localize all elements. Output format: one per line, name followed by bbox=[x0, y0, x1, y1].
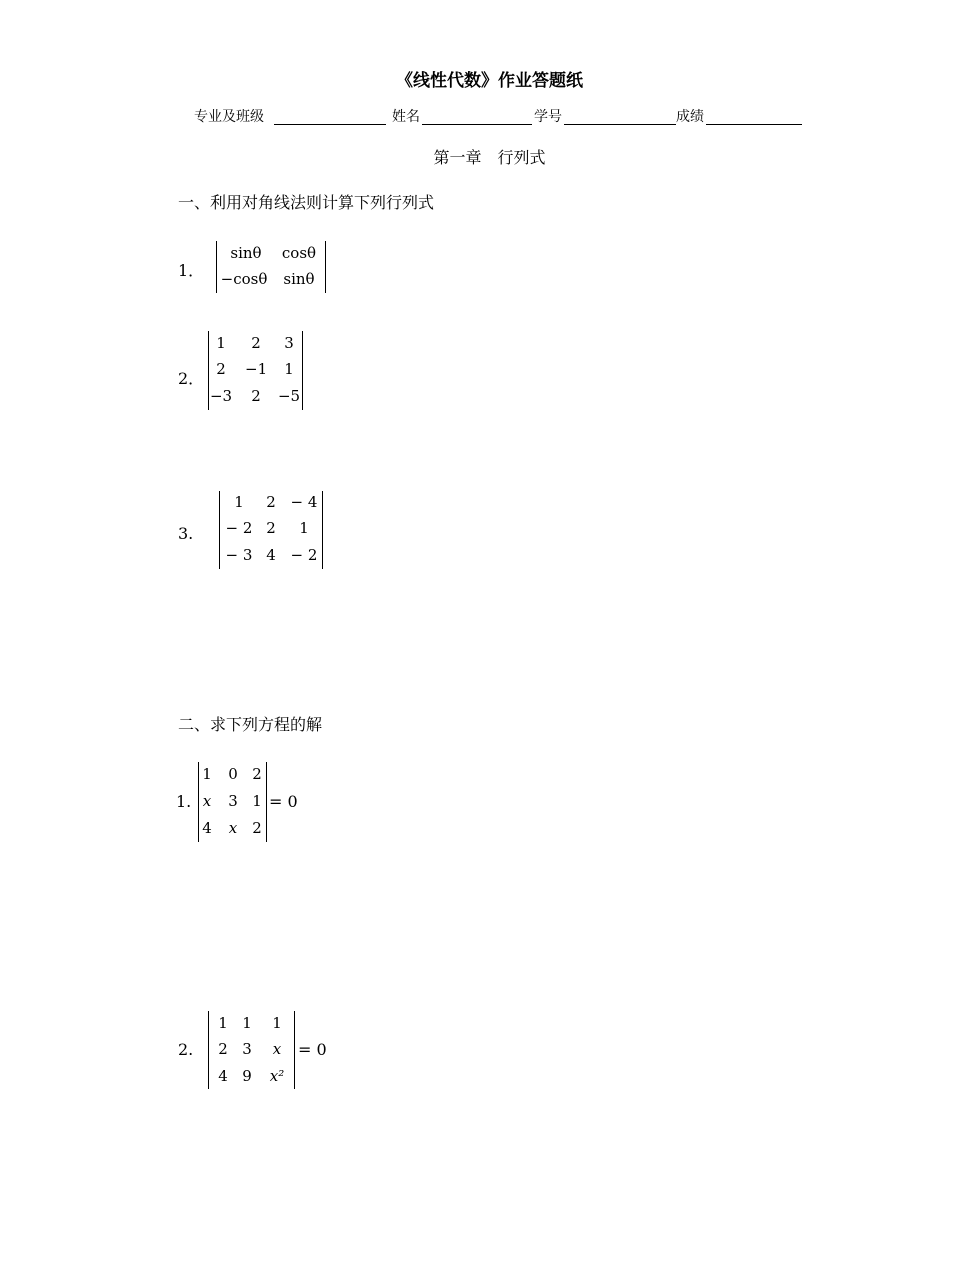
item-number: 3. bbox=[178, 524, 194, 543]
det-cell: sinθ bbox=[283, 270, 315, 288]
det-cell-variable: x bbox=[228, 819, 238, 837]
det-cell: −5 bbox=[277, 387, 301, 405]
det-cell: 1 bbox=[234, 493, 244, 511]
student-id-field[interactable] bbox=[564, 124, 676, 125]
name-label: 姓名 bbox=[392, 109, 420, 125]
det-cell: −cosθ bbox=[220, 270, 268, 288]
det-cell: 2 bbox=[266, 493, 276, 511]
det-cell-variable: x bbox=[202, 792, 212, 810]
det-cell: 2 bbox=[216, 360, 226, 378]
page-title: 《线性代数》作业答题纸 bbox=[396, 71, 583, 91]
det-cell: 1 bbox=[299, 519, 309, 537]
det-cell: 9 bbox=[242, 1067, 252, 1085]
equation-rhs: = 0 bbox=[269, 792, 298, 811]
det-cell: 2 bbox=[251, 334, 261, 352]
determinant-3x3 bbox=[208, 1011, 295, 1089]
name-field[interactable] bbox=[422, 124, 532, 125]
det-cell: 2 bbox=[266, 519, 276, 537]
det-cell: 3 bbox=[228, 792, 238, 810]
det-cell: 4 bbox=[266, 546, 276, 564]
det-cell: − 2 bbox=[290, 546, 318, 564]
chapter-heading: 第一章 行列式 bbox=[433, 148, 546, 167]
grade-label: 成绩 bbox=[676, 109, 704, 125]
section2-heading: 二、求下列方程的解 bbox=[178, 715, 323, 734]
det-cell: − 2 bbox=[225, 519, 253, 537]
determinant-3x3 bbox=[219, 491, 323, 569]
det-cell-variable: x bbox=[272, 1040, 282, 1058]
equation-rhs: = 0 bbox=[298, 1040, 327, 1059]
det-cell: −3 bbox=[209, 387, 233, 405]
det-cell: 3 bbox=[284, 334, 294, 352]
item-number: 2. bbox=[178, 1040, 194, 1059]
determinant-3x3 bbox=[198, 762, 267, 842]
determinant-2x2 bbox=[216, 241, 326, 293]
det-cell: − 3 bbox=[225, 546, 253, 564]
determinant-3x3 bbox=[208, 331, 303, 410]
det-cell: 1 bbox=[284, 360, 294, 378]
det-cell: −1 bbox=[245, 360, 268, 378]
grade-field[interactable] bbox=[706, 124, 802, 125]
major-class-field[interactable] bbox=[274, 124, 386, 125]
det-cell: 1 bbox=[272, 1014, 282, 1032]
major-class-label: 专业及班级 bbox=[194, 109, 264, 125]
det-cell: − 4 bbox=[290, 493, 318, 511]
det-cell: 1 bbox=[218, 1014, 228, 1032]
det-cell: 3 bbox=[242, 1040, 252, 1058]
det-cell: 2 bbox=[252, 819, 262, 837]
det-cell: 4 bbox=[218, 1067, 228, 1085]
det-cell: 0 bbox=[228, 765, 238, 783]
section1-heading: 一、利用对角线法则计算下列行列式 bbox=[178, 193, 435, 212]
det-cell: cosθ bbox=[281, 244, 317, 262]
det-cell: 1 bbox=[202, 765, 212, 783]
student-id-label: 学号 bbox=[534, 109, 562, 125]
det-cell: sinθ bbox=[230, 244, 262, 262]
det-cell: 1 bbox=[242, 1014, 252, 1032]
det-cell: 2 bbox=[218, 1040, 228, 1058]
det-cell-variable: x² bbox=[269, 1067, 285, 1085]
item-number: 2． bbox=[178, 369, 205, 388]
det-cell: 1 bbox=[252, 792, 262, 810]
det-cell: 1 bbox=[216, 334, 226, 352]
item-number: 1． bbox=[178, 261, 205, 280]
det-cell: 2 bbox=[252, 765, 262, 783]
item-number: 1. bbox=[176, 792, 192, 811]
det-cell: 4 bbox=[202, 819, 212, 837]
det-cell: 2 bbox=[251, 387, 261, 405]
